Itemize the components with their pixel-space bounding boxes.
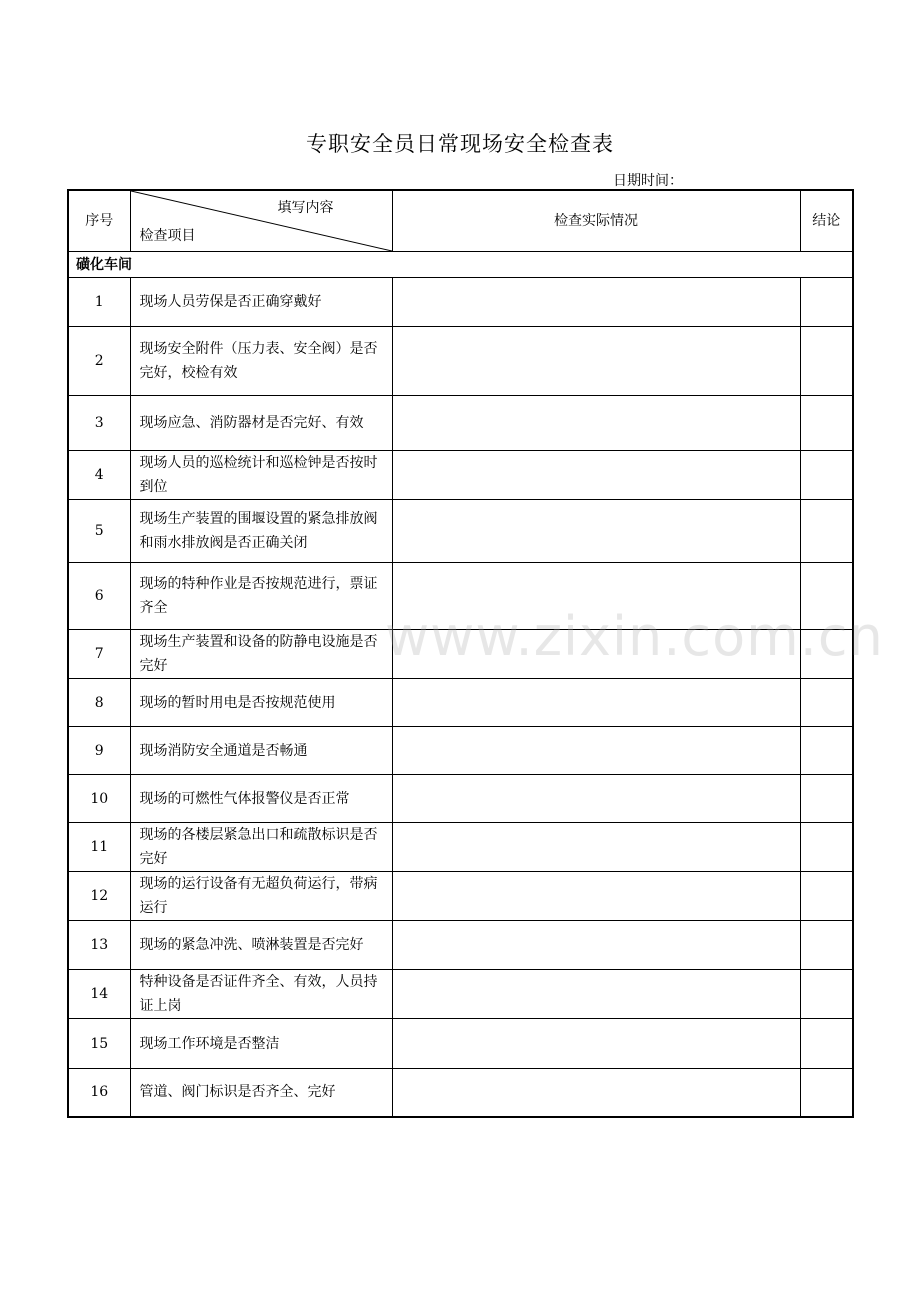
table-row	[68, 563, 853, 630]
row-actual-input[interactable]	[392, 396, 800, 451]
row-result-input[interactable]	[800, 872, 853, 921]
row-actual-input[interactable]	[392, 327, 800, 396]
row-number: 11	[68, 823, 130, 872]
row-check-item: 管道、阀门标识是否齐全、完好	[130, 1069, 392, 1117]
header-diagonal-cell	[130, 190, 392, 252]
row-actual-input[interactable]	[392, 727, 800, 775]
row-result-input[interactable]	[800, 775, 853, 823]
inspection-table	[67, 189, 854, 1118]
row-result-input[interactable]	[800, 1069, 853, 1117]
row-number: 7	[68, 630, 130, 679]
table-row	[68, 451, 853, 500]
row-check-item: 特种设备是否证件齐全、有效，人员持证上岗	[130, 970, 392, 1019]
table-row	[68, 872, 853, 921]
row-result-input[interactable]	[800, 563, 853, 630]
row-check-item: 现场的运行设备有无超负荷运行，带病运行	[130, 872, 392, 921]
row-number: 1	[68, 278, 130, 327]
row-result-input[interactable]	[800, 679, 853, 727]
row-result-input[interactable]	[800, 630, 853, 679]
row-number: 12	[68, 872, 130, 921]
row-result-input[interactable]	[800, 921, 853, 970]
row-result-input[interactable]	[800, 396, 853, 451]
row-check-item: 现场应急、消防器材是否完好、有效	[130, 396, 392, 451]
row-result-input[interactable]	[800, 1019, 853, 1069]
table-row	[68, 727, 853, 775]
row-number: 10	[68, 775, 130, 823]
date-label: 日期时间：	[613, 173, 683, 189]
row-check-item: 现场的各楼层紧急出口和疏散标识是否完好	[130, 823, 392, 872]
page-title: 专职安全员日常现场安全检查表	[306, 132, 614, 156]
table-row	[68, 327, 853, 396]
table-row	[68, 1019, 853, 1069]
table-row	[68, 970, 853, 1019]
header-row	[68, 190, 853, 252]
row-number: 3	[68, 396, 130, 451]
row-result-input[interactable]	[800, 970, 853, 1019]
watermark: www.zixin.com.cn	[385, 605, 884, 668]
table-row	[68, 1069, 853, 1117]
row-actual-input[interactable]	[392, 500, 800, 563]
row-number: 16	[68, 1069, 130, 1117]
table-row	[68, 630, 853, 679]
row-number: 15	[68, 1019, 130, 1069]
row-actual-input[interactable]	[392, 451, 800, 500]
row-actual-input[interactable]	[392, 970, 800, 1019]
row-check-item: 现场消防安全通道是否畅通	[130, 727, 392, 775]
row-result-input[interactable]	[800, 278, 853, 327]
row-result-input[interactable]	[800, 823, 853, 872]
table-row	[68, 278, 853, 327]
row-result-input[interactable]	[800, 327, 853, 396]
row-check-item: 现场人员劳保是否正确穿戴好	[130, 278, 392, 327]
table-row	[68, 679, 853, 727]
header-fill-content: 填写内容	[277, 200, 334, 216]
row-check-item: 现场的可燃性气体报警仪是否正常	[130, 775, 392, 823]
row-result-input[interactable]	[800, 451, 853, 500]
header-actual: 检查实际情况	[392, 190, 800, 252]
row-number: 5	[68, 500, 130, 563]
row-actual-input[interactable]	[392, 563, 800, 630]
row-check-item: 现场的特种作业是否按规范进行，票证齐全	[130, 563, 392, 630]
table-row	[68, 396, 853, 451]
row-check-item: 现场生产装置和设备的防静电设施是否完好	[130, 630, 392, 679]
row-result-input[interactable]	[800, 500, 853, 563]
row-number: 8	[68, 679, 130, 727]
row-number: 9	[68, 727, 130, 775]
header-check-item: 检查项目	[139, 228, 196, 244]
row-actual-input[interactable]	[392, 630, 800, 679]
row-number: 2	[68, 327, 130, 396]
header-no: 序号	[68, 190, 130, 252]
section-row	[68, 252, 853, 278]
row-check-item: 现场人员的巡检统计和巡检钟是否按时到位	[130, 451, 392, 500]
table-row	[68, 500, 853, 563]
row-actual-input[interactable]	[392, 679, 800, 727]
row-check-item: 现场工作环境是否整洁	[130, 1019, 392, 1069]
row-check-item: 现场安全附件（压力表、安全阀）是否完好，校检有效	[130, 327, 392, 396]
row-number: 14	[68, 970, 130, 1019]
section-title: 磺化车间	[68, 252, 853, 278]
row-actual-input[interactable]	[392, 823, 800, 872]
row-actual-input[interactable]	[392, 1019, 800, 1069]
row-check-item: 现场生产装置的围堰设置的紧急排放阀和雨水排放阀是否正确关闭	[130, 500, 392, 563]
row-number: 13	[68, 921, 130, 970]
table-row	[68, 775, 853, 823]
row-actual-input[interactable]	[392, 278, 800, 327]
header-result: 结论	[800, 190, 853, 252]
row-check-item: 现场的暂时用电是否按规范使用	[130, 679, 392, 727]
row-check-item: 现场的紧急冲洗、喷淋装置是否完好	[130, 921, 392, 970]
row-actual-input[interactable]	[392, 775, 800, 823]
table-row	[68, 823, 853, 872]
row-number: 6	[68, 563, 130, 630]
table-row	[68, 921, 853, 970]
row-number: 4	[68, 451, 130, 500]
row-actual-input[interactable]	[392, 921, 800, 970]
row-result-input[interactable]	[800, 727, 853, 775]
row-actual-input[interactable]	[392, 1069, 800, 1117]
row-actual-input[interactable]	[392, 872, 800, 921]
